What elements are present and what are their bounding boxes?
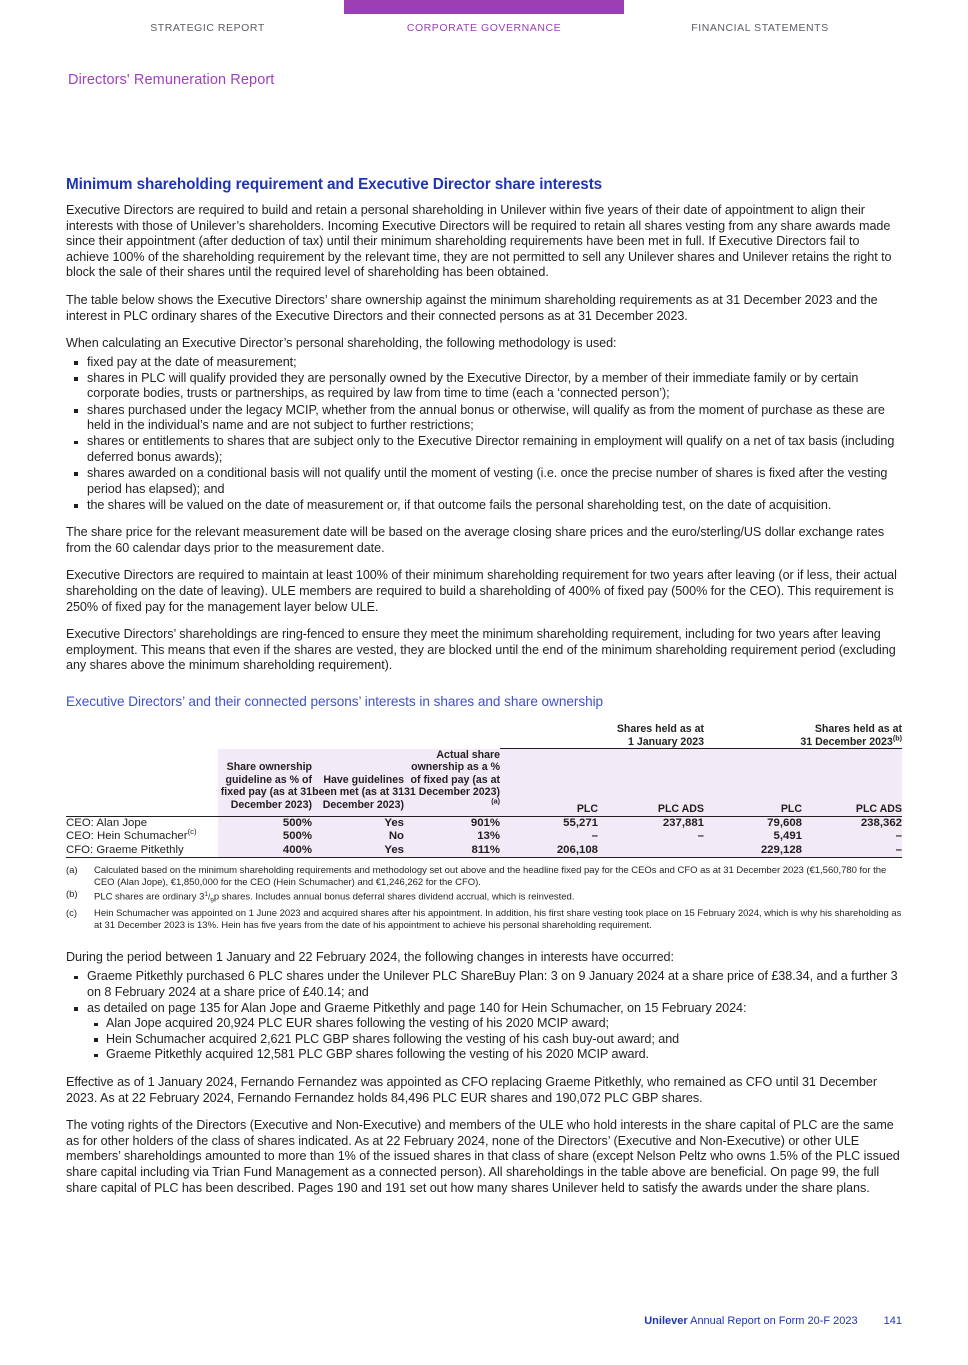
intro-paragraph-1: Executive Directors are required to build and retain a personal shareholding in Unilever within five years of their date of appointment to align their interests with those of Unilever’s shareholders. Incoming Executive Directors will be required to retain all shares vesting from any share awards made since their appointment (after deduction of tax) until their minimum shareholding requirements have been met in full. If Executive Directors fail to achieve 100% of the shareholding requirement by the relevant time, they are not permitted to sell any Unilever shares and Unilever retains the right to block the sale of their shares until the required level of shareholding has been obtained. (66, 203, 892, 280)
running-head-financial-statements[interactable]: FINANCIAL STATEMENTS (691, 22, 829, 34)
running-header-bar (0, 0, 968, 14)
footnote-text: Hein Schumacher was appointed on 1 June 2023 and acquired shares after his appointment. In addition, his first share vesting took place on 15 February 2024, which is why his shareholding as at 31 December 2023 is 13%. Hein has five years from the date of his appointment to achieve his personal shareholding requirement. (94, 907, 902, 931)
running-header-tabs (0, 14, 968, 48)
group-header-line2: 31 December 2023 (800, 735, 893, 748)
table-group-header-row (66, 723, 902, 749)
fraction-denominator: 9 (210, 897, 214, 905)
cell-plc-31-dec: 5,491 (704, 830, 802, 844)
closing-paragraph-2: The voting rights of the Directors (Executive and Non-Executive) and members of the ULE who hold interests in the share capital of PLC are the same as for other holders of the class of shares indicated. As at 22 February 2024, none of the Directors’ (Executive and Non-Executive) or other ULE members’ shareholdings amounted to more than 1% of the issued shares in that class of share (except Nelson Peltz who owns 1.5% of the PLC issued share capital including via Trian Fund Management as a connected person). All shareholdings in the table above are beneficial. On page 99, the full share capital of PLC has been described. Pages 190 and 191 set out how many shares Unilever held to satisfy the awards under the share plans. (66, 1118, 900, 1195)
table-footnotes (66, 865, 902, 931)
group-header-line1: Shares held as at (814, 722, 902, 735)
table-title: Executive Directors’ and their connected persons’ interests in shares and share ownership (66, 693, 604, 709)
column-header-actual-ownership (404, 749, 500, 816)
list-item: shares awarded on a conditional basis will not qualify until the moment of vesting (i.e. once the precise number of shares is fixed after the vesting period has elapsed); and (66, 466, 902, 497)
footnote-text (94, 889, 902, 907)
footnote-text-before: PLC shares are ordinary 3 (94, 891, 205, 903)
column-header-plc-31-dec: PLC (704, 749, 802, 816)
footnote-marker: (c) (66, 907, 78, 919)
cell-plc-ads-1-jan: 237,881 (598, 816, 704, 830)
document-kicker: Directors' Remuneration Report (68, 72, 275, 88)
column-header-guideline: Share ownership guideline as % of fixed pay (as at 31 December 2023) (218, 749, 312, 816)
list-item: Graeme Pitkethly acquired 12,581 PLC GBP shares following the vesting of his 2020 MCIP award. (87, 1047, 902, 1063)
cell-plc-1-jan: 206,108 (500, 844, 598, 858)
list-item-label: as detailed on page 135 for Alan Jope and Graeme Pitkethly and page 140 for Hein Schumacher, on 15 February 2024: (87, 1000, 747, 1015)
group-header-blank (312, 723, 404, 749)
list-item: shares purchased under the legacy MCIP, whether from the annual bonus or otherwise, will qualify as from the moment of purchase as these are held in the individual’s name and are not subject to further restrictions; (66, 403, 902, 434)
column-header-plc-1-jan: PLC (500, 749, 598, 816)
cell-plc-1-jan: – (500, 830, 598, 844)
row-label-ceo-hein-schumacher (66, 827, 218, 844)
footnote-ref-a: (a) (491, 796, 500, 806)
footnote-a (66, 865, 902, 889)
group-header-line1: Shares held as at (616, 722, 704, 735)
row-label-ceo-alan-jope: CEO: Alan Jope (66, 816, 148, 829)
footnote-c (66, 908, 902, 932)
page-title: Minimum shareholding requirement and Executive Director share interests (66, 176, 603, 193)
active-section-indicator (344, 0, 624, 14)
table-row (66, 844, 902, 858)
changes-in-interests-section (66, 950, 902, 1196)
paragraph-ring-fenced: Executive Directors’ shareholdings are ring-fenced to ensure they meet the minimum shareholding requirement, including for two years after leaving employment. This means that even if the shares are vested, they are blocked until the end of the minimum shareholding requirement period (excluding any shares above the minimum shareholding requirement). (66, 627, 896, 673)
fraction-one-ninth: $^1/_9$ (204, 891, 214, 905)
cell-guideline: 400% (218, 844, 312, 858)
list-item: Alan Jope acquired 20,924 PLC EUR shares following the vesting of his 2020 MCIP award; (87, 1016, 902, 1032)
cell-plc-ads-1-jan: – (598, 830, 704, 844)
column-header-guidelines-met: Have guidelines been met (as at 31 December 2023) (312, 749, 404, 816)
running-head-strategic-report[interactable]: STRATEGIC REPORT (150, 22, 265, 34)
footnote-text: Calculated based on the minimum shareholding requirements and methodology set out above and the headline fixed pay for the CEOs and CFO as at 31 December 2023 (€1,560,780 for the CEO (Alan Jope), €1,850,000 for the CEO (Hein Schumacher) and €1,246,262 for the CFO). (94, 865, 887, 888)
list-item: Hein Schumacher acquired 2,621 PLC GBP shares following the vesting of his cash buy-out award; and (87, 1032, 902, 1048)
footer-page-number: 141 (883, 1315, 902, 1327)
group-header-line2: 1 January 2023 (628, 735, 704, 748)
group-header-shares-31-dec-2023 (704, 723, 902, 749)
cell-guidelines-met: Yes (312, 844, 404, 858)
changes-bullet-list (66, 969, 902, 1063)
cell-guideline: 500% (218, 830, 312, 844)
methodology-intro: When calculating an Executive Director’s personal shareholding, the following methodology is used: (66, 336, 617, 351)
cell-actual-ownership: 901% (404, 816, 500, 830)
methodology-bullet-list (66, 355, 902, 513)
row-label-cfo-graeme-pitkethly: CFO: Graeme Pitkethly (66, 844, 218, 858)
list-item: fixed pay at the date of measurement; (66, 355, 902, 371)
group-header-blank (66, 723, 218, 749)
list-item (66, 1001, 902, 1063)
cell-plc-31-dec: 229,128 (704, 844, 802, 858)
row-label-text: CEO: Hein Schumacher (66, 830, 188, 843)
cell-plc-ads-1-jan (598, 844, 704, 858)
cell-guidelines-met: No (312, 830, 404, 844)
intro-paragraph-2: The table below shows the Executive Directors’ share ownership against the minimum shareholding requirements as at 31 December 2023 and the interest in PLC ordinary shares of the Executive Directors and their connected persons as at 31 December 2023. (66, 292, 878, 323)
footnote-ref-b: (b) (892, 733, 902, 742)
column-header-plc-ads-1-jan: PLC ADS (598, 749, 704, 816)
changes-sub-bullet-list (87, 1016, 902, 1063)
table-row (66, 830, 902, 844)
footnote-marker: (b) (66, 889, 78, 901)
list-item: Graeme Pitkethly purchased 6 PLC shares under the Unilever PLC ShareBuy Plan: 3 on 9 January 2024 at a share price of £38.34, and a further 3 on 8 February 2024 at a share price of £40.14; and (66, 969, 902, 1000)
footer-brand: Unilever (644, 1315, 688, 1327)
list-item: shares or entitlements to shares that are subject only to the Executive Director remaining in employment will qualify on a net of tax basis (including deferred bonus awards); (66, 434, 902, 465)
column-header-name (66, 749, 218, 816)
cell-plc-ads-31-dec: – (802, 830, 902, 844)
paragraph-share-price: The share price for the relevant measurement date will be based on the average closing share prices and the euro/sterling/US dollar exchange rates from the 60 calendar days prior to the measurement date. (66, 525, 885, 555)
page-footer (0, 1315, 968, 1327)
changes-intro: During the period between 1 January and 22 February 2024, the following changes in interests have occurred: (66, 950, 674, 965)
list-item: the shares will be valued on the date of measurement or, if that outcome fails the personal shareholding test, on the date of acquisition. (66, 498, 902, 514)
cell-actual-ownership: 13% (404, 830, 500, 844)
column-header-plc-ads-31-dec: PLC ADS (802, 749, 902, 816)
cell-plc-ads-31-dec: 238,362 (802, 816, 902, 830)
shareholding-table (66, 723, 902, 858)
cell-guidelines-met: Yes (312, 816, 404, 830)
footnote-b (66, 889, 902, 907)
cell-plc-ads-31-dec: – (802, 844, 902, 858)
cell-plc-31-dec: 79,608 (704, 816, 802, 830)
group-header-blank (218, 723, 312, 749)
cell-actual-ownership: 811% (404, 844, 500, 858)
list-item: shares in PLC will qualify provided they are personally owned by the Executive Director, by a member of their immediate family or by certain corporate bodies, trusts or partnerships, as required by law from time to time (each a ‘connected person’); (66, 371, 902, 402)
fraction-numerator: 1 (204, 891, 208, 899)
running-head-corporate-governance[interactable]: CORPORATE GOVERNANCE (406, 22, 562, 34)
footnote-ref-c: (c) (187, 827, 197, 837)
column-header-actual-text: Actual share ownership as a % of fixed pay (as at 31 December 2023) (404, 748, 500, 799)
footnote-marker: (a) (66, 865, 78, 877)
footnote-text-after: p shares. Includes annual bonus deferral shares dividend accrual, which is reinvested. (213, 891, 575, 903)
cell-plc-1-jan: 55,271 (500, 816, 598, 830)
table-column-header-row (66, 749, 902, 816)
footer-document-title: Annual Report on Form 20-F 2023 (687, 1315, 858, 1327)
page-body (66, 176, 902, 1208)
cell-guideline: 500% (218, 816, 312, 830)
paragraph-maintain-requirement: Executive Directors are required to maintain at least 100% of their minimum shareholding requirement for two years after leaving (or if less, their actual shareholding on the date of leaving). ULE members are required to build a shareholding of 400% of fixed pay (500% for the CEO). This requirement is 250% of fixed pay for the management layer below ULE. (66, 568, 897, 614)
closing-paragraph-1: Effective as of 1 January 2024, Fernando Fernandez was appointed as CFO replacing Graeme Pitkethly, who remained as CFO until 31 December 2023. As at 22 February 2024, Fernando Fernandez holds 84,496 PLC EUR shares and 190,072 PLC GBP shares. (66, 1075, 878, 1105)
group-header-blank (404, 723, 500, 749)
group-header-shares-1-jan-2023 (500, 723, 704, 749)
